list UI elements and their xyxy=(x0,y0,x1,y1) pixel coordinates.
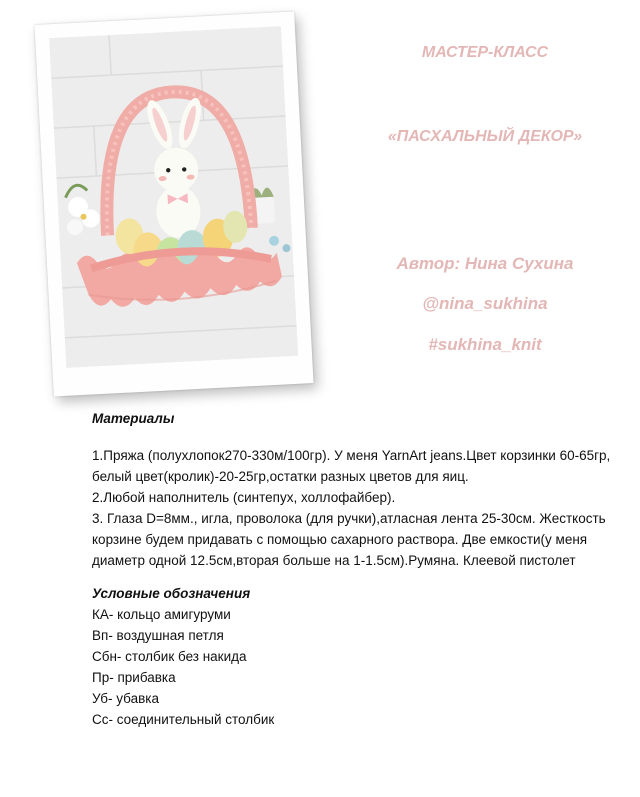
legend-item: КА- кольцо амигуруми xyxy=(92,607,231,622)
legend-item: Сбн- столбик без накида xyxy=(92,649,247,664)
materials-item: 3. Глаза D=8мм., игла, проволока (для ручки),атласная лента 25-30см. Жесткость корзине будем придавать с помощью сахарного раствора. Две емкости(у меня диаметр одной 12.5см,вторая больше на 1-1.5см).Румяна. Клеевой пистолет xyxy=(92,511,606,568)
materials-heading: Материалы xyxy=(92,411,175,426)
legend-item: Вп- воздушная петля xyxy=(92,628,224,643)
legend-item: Пр- прибавка xyxy=(92,670,176,685)
instagram-handle: @nina_sukhina xyxy=(422,294,548,313)
materials-item: 2.Любой наполнитель (синтепух, холлофайбер). xyxy=(92,490,396,505)
project-title: «ПАСХАЛЬНЫЙ ДЕКОР» xyxy=(387,128,583,145)
easter-basket-photo xyxy=(49,26,298,368)
author-name: Автор: Нина Сухина xyxy=(396,254,574,273)
legend-item: Сс- соединительный столбик xyxy=(92,712,275,727)
legend-heading: Условные обозначения xyxy=(92,586,251,601)
materials-item: 1.Пряжа (полухлопок270-330м/100гр). У меня YarnArt jeans.Цвет корзинки 60-65гр, белый цвет(кролик)-20-25гр,остатки разных цветов для яиц. xyxy=(92,448,611,484)
master-class-label: МАСТЕР-КЛАСС xyxy=(421,44,549,61)
legend-item: Уб- убавка xyxy=(92,691,159,706)
hashtag: #sukhina_knit xyxy=(428,335,542,354)
document-body xyxy=(92,408,612,730)
photo-frame xyxy=(34,11,313,396)
legend-list xyxy=(92,604,612,730)
